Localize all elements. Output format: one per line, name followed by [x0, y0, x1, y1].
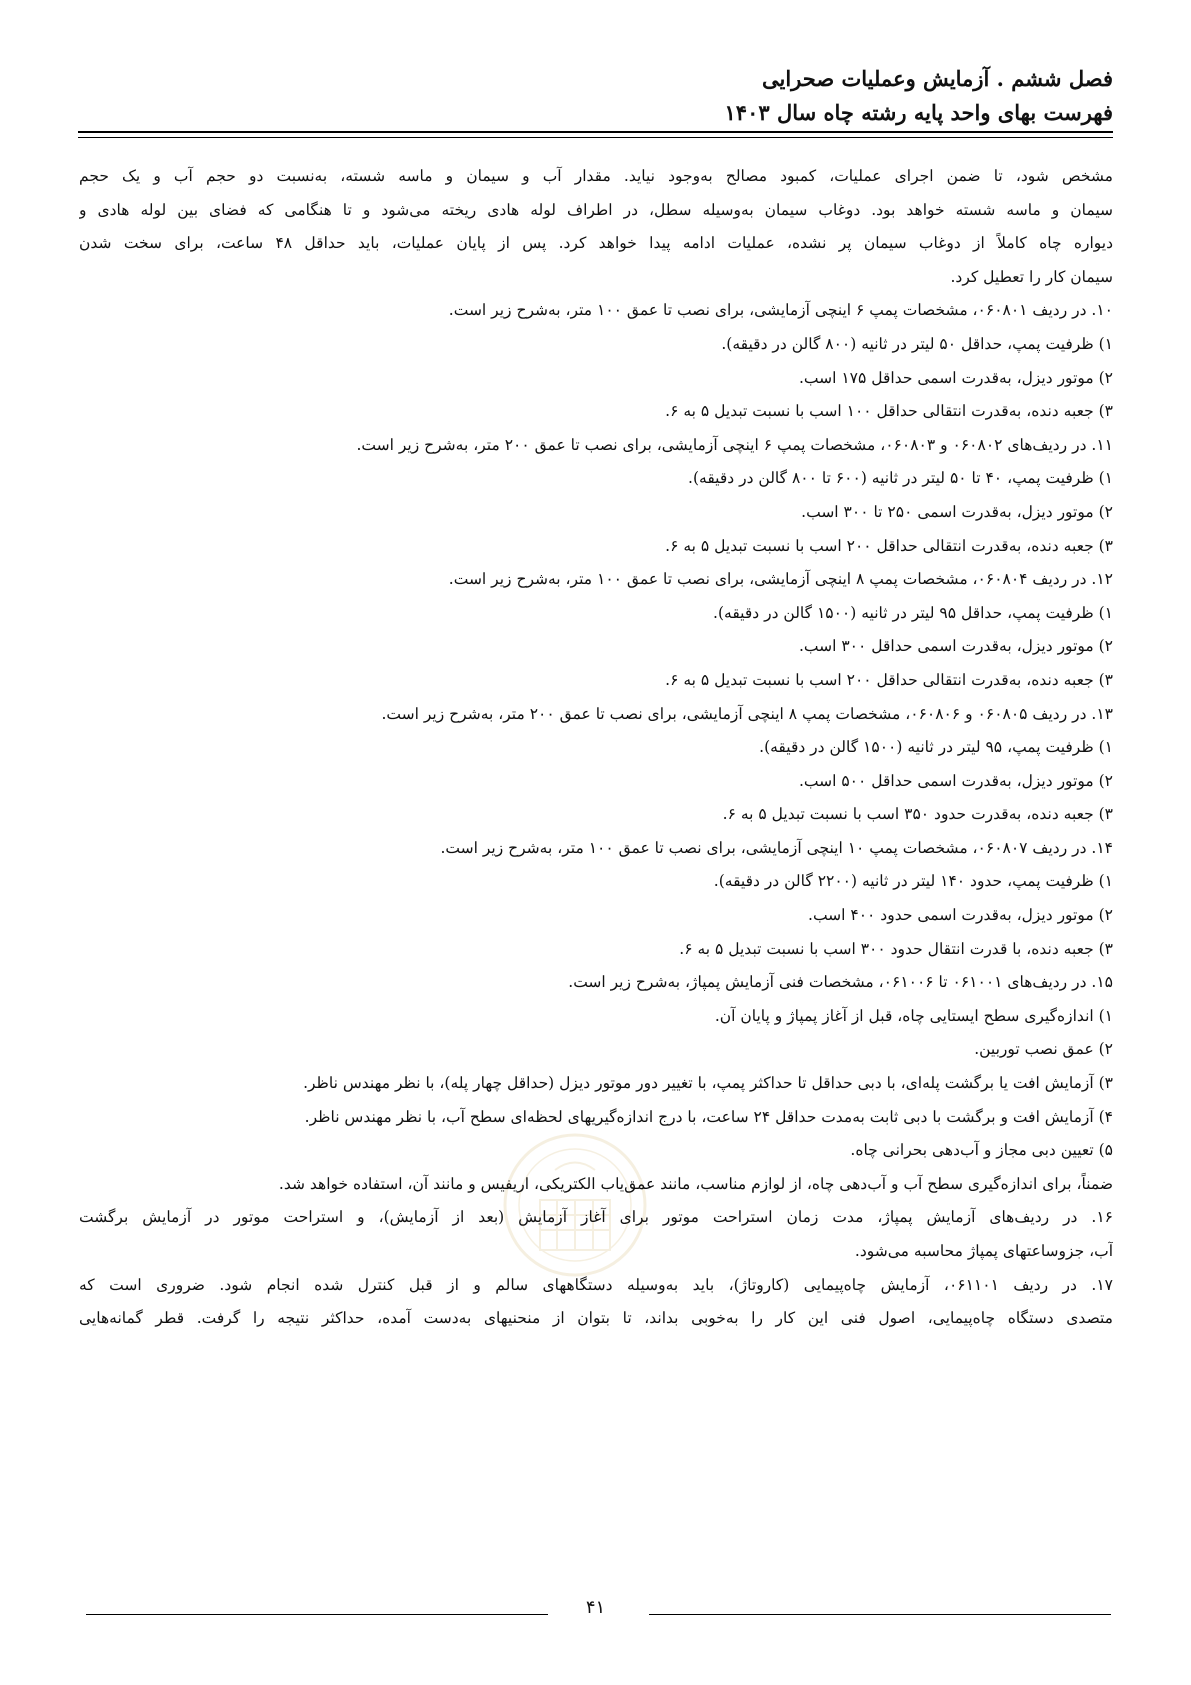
text-line: ۴) آزمایش افت و برگشت با دبی ثابت به‌مدت حداقل ۲۴ ساعت، با درج اندازه‌گیریهای لحظه‌ای سطح آب، با نظر مهندس ناظر. — [304, 1107, 1113, 1126]
text-line: آب، جزوساعتهای پمپاژ محاسبه می‌شود. — [854, 1242, 1113, 1260]
text-line: ۱) ظرفیت پمپ، ۹۵ لیتر در ثانیه (۱۵۰۰ گالن در دقیقه). — [759, 738, 1113, 757]
text-line: ۱۴. در ردیف ۰۶۰۸۰۷، مشخصات پمپ ۱۰ اینچی آزمایشی، برای نصب تا عمق ۱۰۰ متر، به‌شرح زیر است. — [440, 838, 1113, 857]
text-line: ۲) موتور دیزل، به‌قدرت اسمی حدود ۴۰۰ اسب. — [808, 906, 1113, 925]
text-line: متصدی دستگاه چاه‌پیمایی، اصول فنی این کار را به‌خوبی بداند، تا بتوان از منحنیهای به‌دست آمده، حداکثر نتیجه را گرفت. قطر گمانه‌هایی — [79, 1309, 1113, 1328]
page-number: ۴۱ — [585, 1597, 606, 1618]
text-line: دیواره چاه کاملاً از دوغاب سیمان پر نشده، عملیات ادامه پیدا خواهد کرد. پس از پایان عملیات، باید حداقل ۴۸ ساعت، برای سخت شدن — [79, 234, 1113, 253]
header-thick-rule — [78, 131, 1113, 133]
text-line: ۱۳. در ردیف ۰۶۰۸۰۵ و ۰۶۰۸۰۶، مشخصات پمپ ۸ اینچی آزمایشی، برای نصب تا عمق ۲۰۰ متر، به‌شرح زیر است. — [381, 704, 1113, 723]
text-line: ۱) ظرفیت پمپ، حداقل ۹۵ لیتر در ثانیه (۱۵۰۰ گالن در دقیقه). — [713, 603, 1113, 622]
text-line: ۲) عمق نصب توربین. — [974, 1040, 1113, 1059]
text-line: ۱) اندازه‌گیری سطح ایستایی چاه، قبل از آغاز پمپاژ و پایان آن. — [714, 1006, 1113, 1025]
text-line: ۳) جعبه دنده، به‌قدرت حدود ۳۵۰ اسب با نسبت تبدیل ۵ به ۶. — [722, 805, 1113, 824]
text-line: مشخص شود، تا ضمن اجرای عملیات، کمبود مصالح به‌وجود نیاید. مقدار آب و سیمان و ماسه شسته، به‌نسبت دو حجم آب و یک حجم — [79, 167, 1113, 185]
header-thin-rule — [78, 137, 1113, 138]
document-body — [79, 160, 1113, 1336]
text-line: ۲) موتور دیزل، به‌قدرت اسمی ۲۵۰ تا ۳۰۰ اسب. — [801, 502, 1113, 521]
text-line: ۱) ظرفیت پمپ، ۴۰ تا ۵۰ لیتر در ثانیه (۶۰۰ تا ۸۰۰ گالن در دقیقه). — [688, 469, 1113, 488]
text-line: ۳) جعبه دنده، به‌قدرت انتقالی حداقل ۲۰۰ اسب با نسبت تبدیل ۵ به ۶. — [665, 536, 1113, 555]
text-line: ۲) موتور دیزل، به‌قدرت اسمی حداقل ۳۰۰ اسب. — [798, 637, 1113, 656]
text-line: ۱۵. در ردیف‌های ۰۶۱۰۰۱ تا ۰۶۱۰۰۶، مشخصات فنی آزمایش پمپاژ، به‌شرح زیر است. — [568, 973, 1113, 992]
text-line: سیمان کار را تعطیل کرد. — [950, 267, 1113, 286]
text-line: ۱۶. در ردیف‌های آزمایش پمپاژ، مدت زمان استراحت موتور برای آغاز آزمایش (بعد از آزمایش)، و استراحت موتور در آزمایش برگشت — [79, 1208, 1113, 1227]
text-line: ۳) جعبه دنده، به‌قدرت انتقالی حداقل ۲۰۰ اسب با نسبت تبدیل ۵ به ۶. — [665, 670, 1113, 689]
page-header — [79, 62, 1113, 130]
text-line: ۳) آزمایش افت یا برگشت پله‌ای، با دبی حداقل تا حداکثر پمپ، با تغییر دور موتور دیزل (حداقل چهار پله)، با نظر مهندس ناظر. — [303, 1074, 1113, 1093]
text-line: ۳) جعبه دنده، به‌قدرت انتقالی حداقل ۱۰۰ اسب با نسبت تبدیل ۵ به ۶. — [665, 402, 1113, 421]
text-line: ۳) جعبه دنده، با قدرت انتقال حدود ۳۰۰ اسب با نسبت تبدیل ۵ به ۶. — [679, 939, 1113, 958]
text-line: سیمان و ماسه شسته خواهد بود. دوغاب سیمان به‌وسیله سطل، در اطراف لوله هادی ریخته می‌شود و تا هنگامی که فضای بین لوله هادی و — [79, 200, 1113, 219]
text-line: ۲) موتور دیزل، به‌قدرت اسمی حداقل ۵۰۰ اسب. — [798, 771, 1113, 790]
text-line: ۵) تعیین دبی مجاز و آب‌دهی بحرانی چاه. — [850, 1141, 1113, 1160]
document-subtitle: فهرست بهای واحد پایه رشته چاه سال ۱۴۰۳ — [724, 100, 1113, 125]
text-line: ۱۱. در ردیف‌های ۰۶۰۸۰۲ و ۰۶۰۸۰۳، مشخصات پمپ ۶ اینچی آزمایشی، برای نصب تا عمق ۲۰۰ متر، به‌شرح زیر است. — [356, 435, 1113, 454]
text-line: ۱) ظرفیت پمپ، حداقل ۵۰ لیتر در ثانیه (۸۰۰ گالن در دقیقه). — [721, 334, 1113, 353]
chapter-title: فصل ششم . آزمایش وعملیات صحرایی — [762, 66, 1113, 91]
text-line: ۱۲. در ردیف ۰۶۰۸۰۴، مشخصات پمپ ۸ اینچی آزمایشی، برای نصب تا عمق ۱۰۰ متر، به‌شرح زیر است. — [448, 570, 1113, 589]
text-line: ۱۰. در ردیف ۰۶۰۸۰۱، مشخصات پمپ ۶ اینچی آزمایشی، برای نصب تا عمق ۱۰۰ متر، به‌شرح زیر است. — [448, 301, 1113, 320]
text-line: ۲) موتور دیزل، به‌قدرت اسمی حداقل ۱۷۵ اسب. — [798, 368, 1113, 387]
text-line: ضمناً، برای اندازه‌گیری سطح آب و آب‌دهی چاه، از لوازم مناسب، مانند عمق‌یاب الکتریکی، اریفیس و مانند آن، استفاده خواهد شد. — [278, 1174, 1113, 1193]
text-line: ۱) ظرفیت پمپ، حدود ۱۴۰ لیتر در ثانیه (۲۲۰۰ گالن در دقیقه). — [713, 872, 1113, 891]
text-line: ۱۷. در ردیف ۰۶۱۱۰۱، آزمایش چاه‌پیمایی (کاروتاژ)، باید به‌وسیله دستگاههای سالم و از قبل کنترل شده انجام شود. ضروری است که — [79, 1275, 1113, 1294]
